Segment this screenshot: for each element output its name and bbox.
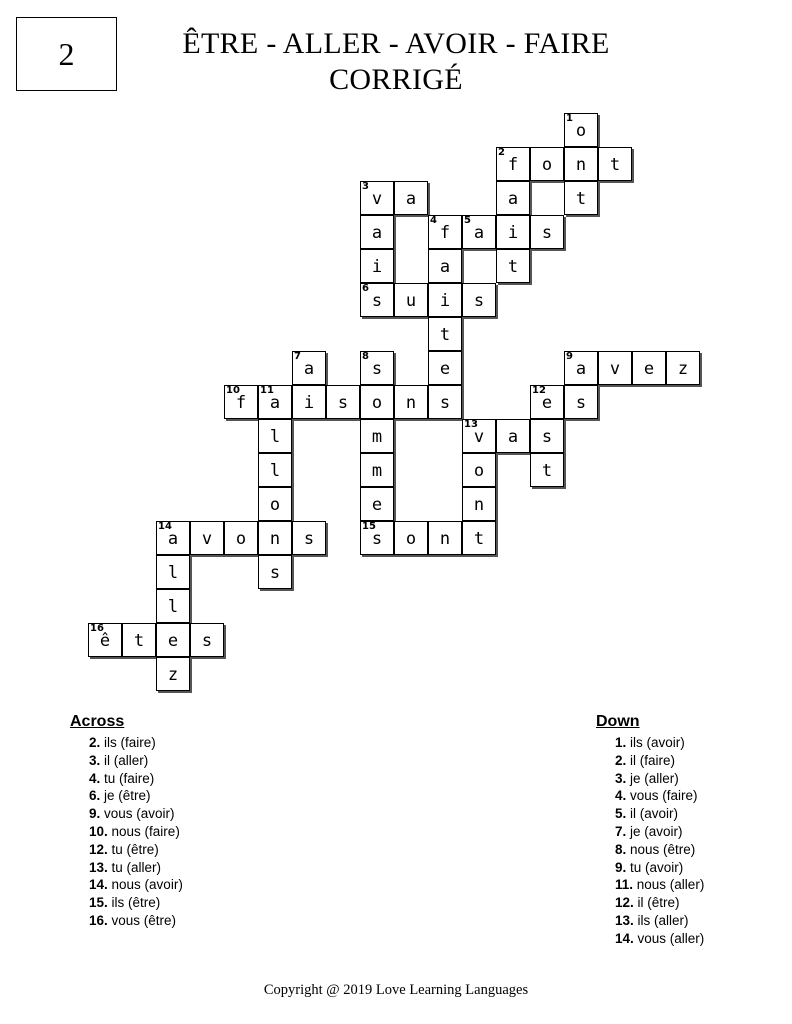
cell-letter: t bbox=[439, 325, 451, 345]
cell-letter: s bbox=[337, 393, 349, 413]
grid-cell bbox=[564, 181, 598, 215]
cell-letter: i bbox=[371, 257, 383, 277]
cell-letter: z bbox=[167, 665, 179, 685]
clue-item-number: 1. bbox=[615, 735, 627, 750]
cell-letter: o bbox=[473, 461, 485, 481]
grid-cell bbox=[598, 351, 632, 385]
across-heading: Across bbox=[70, 713, 125, 730]
grid-cell bbox=[394, 283, 428, 317]
cell-letter: f bbox=[507, 155, 519, 175]
cell-letter: s bbox=[371, 291, 383, 311]
grid-cell bbox=[156, 555, 190, 589]
grid-cell bbox=[292, 385, 326, 419]
grid-cell bbox=[496, 249, 530, 283]
clue-item bbox=[89, 770, 183, 788]
grid-cell bbox=[564, 385, 598, 419]
clue-item-number: 7. bbox=[615, 823, 627, 839]
clue-item bbox=[89, 894, 183, 912]
cell-letter: t bbox=[609, 155, 621, 175]
clue-number: 9 bbox=[566, 351, 573, 362]
clue-item-number: 2. bbox=[615, 752, 627, 768]
clue-number: 7 bbox=[294, 351, 301, 362]
grid-cell bbox=[496, 215, 530, 249]
clue-item-text: je (être) bbox=[100, 788, 151, 804]
cell-letter: o bbox=[269, 495, 281, 515]
grid-cell bbox=[258, 419, 292, 453]
clue-number: 16 bbox=[90, 623, 104, 634]
cell-letter: e bbox=[643, 359, 655, 379]
clue-item-number: 13. bbox=[89, 859, 108, 875]
grid-cell bbox=[258, 453, 292, 487]
cell-letter: s bbox=[439, 393, 451, 413]
grid-cell bbox=[360, 453, 394, 487]
clue-item bbox=[615, 734, 704, 752]
grid-cell bbox=[428, 317, 462, 351]
grid-cell bbox=[360, 521, 394, 555]
cell-letter: t bbox=[507, 257, 519, 277]
clue-item bbox=[89, 805, 183, 823]
grid-cell bbox=[428, 215, 462, 249]
clue-number: 4 bbox=[430, 215, 437, 226]
clue-item-text: vous (avoir) bbox=[100, 806, 175, 822]
cell-letter: ê bbox=[99, 631, 111, 651]
grid-cell bbox=[122, 623, 156, 657]
grid-cell bbox=[224, 385, 258, 419]
clue-number: 1 bbox=[566, 113, 573, 124]
clue-item bbox=[89, 876, 183, 894]
cell-letter: l bbox=[167, 597, 179, 617]
grid-cell bbox=[258, 555, 292, 589]
clue-item-number: 15. bbox=[89, 895, 108, 911]
grid-cell bbox=[224, 521, 258, 555]
grid-cell bbox=[496, 419, 530, 453]
cell-letter: e bbox=[371, 495, 383, 515]
cell-letter: a bbox=[167, 529, 179, 549]
cell-letter: a bbox=[371, 223, 383, 243]
clue-item bbox=[89, 841, 183, 859]
grid-cell bbox=[462, 453, 496, 487]
title-line-1: ÊTRE - ALLER - AVOIR - FAIRE bbox=[182, 27, 610, 60]
down-clue-list bbox=[596, 734, 704, 948]
clue-item bbox=[89, 787, 183, 805]
clue-item bbox=[615, 930, 704, 948]
clue-item-number: 12. bbox=[615, 895, 634, 911]
grid-cell bbox=[530, 385, 564, 419]
cell-letter: a bbox=[269, 393, 281, 413]
cell-letter: z bbox=[677, 359, 689, 379]
clue-number: 12 bbox=[532, 385, 546, 396]
grid-cell bbox=[360, 283, 394, 317]
cell-letter: o bbox=[235, 529, 247, 549]
cell-letter: s bbox=[269, 563, 281, 583]
clue-number: 14 bbox=[158, 521, 172, 532]
cell-letter: a bbox=[303, 359, 315, 379]
clue-item-text: il (être) bbox=[633, 895, 680, 911]
grid-cell bbox=[496, 147, 530, 181]
clue-item-text: je (avoir) bbox=[626, 823, 683, 839]
grid-cell bbox=[462, 283, 496, 317]
clue-number: 5 bbox=[464, 215, 471, 226]
clue-item-number: 12. bbox=[89, 841, 108, 857]
grid-cell bbox=[360, 351, 394, 385]
clue-item-text: ils (faire) bbox=[100, 735, 156, 750]
cell-letter: l bbox=[269, 461, 281, 481]
cell-letter: e bbox=[439, 359, 451, 379]
grid-cell bbox=[88, 623, 122, 657]
clue-number: 13 bbox=[464, 419, 478, 430]
cell-letter: s bbox=[371, 529, 383, 549]
cell-letter: a bbox=[507, 427, 519, 447]
clue-item-text: ils (être) bbox=[107, 895, 161, 911]
cell-letter: o bbox=[405, 529, 417, 549]
clue-number: 8 bbox=[362, 351, 369, 362]
cell-letter: n bbox=[269, 529, 281, 549]
clue-item-number: 3. bbox=[89, 752, 101, 768]
grid-cell bbox=[428, 521, 462, 555]
cell-letter: a bbox=[439, 257, 451, 277]
cell-letter: n bbox=[439, 529, 451, 549]
cell-letter: s bbox=[303, 529, 315, 549]
clue-item-number: 4. bbox=[89, 770, 101, 786]
grid-cell bbox=[326, 385, 360, 419]
clue-item-number: 11. bbox=[615, 877, 634, 893]
clue-item-text: il (avoir) bbox=[626, 806, 679, 822]
grid-cell bbox=[598, 147, 632, 181]
grid-cell bbox=[530, 453, 564, 487]
clue-item-text: nous (avoir) bbox=[107, 877, 183, 893]
grid-cell bbox=[156, 589, 190, 623]
cell-letter: n bbox=[405, 393, 417, 413]
clue-item-text: tu (être) bbox=[107, 841, 159, 857]
clue-item-number: 14. bbox=[615, 930, 634, 946]
worksheet-number: 2 bbox=[58, 35, 75, 72]
grid-cell bbox=[394, 521, 428, 555]
cell-letter: t bbox=[575, 189, 587, 209]
grid-cell bbox=[428, 249, 462, 283]
cell-letter: a bbox=[575, 359, 587, 379]
cell-letter: a bbox=[405, 189, 417, 209]
grid-cell bbox=[428, 385, 462, 419]
clue-item-number: 9. bbox=[89, 806, 101, 822]
cell-letter: u bbox=[405, 291, 417, 311]
grid-cell bbox=[258, 385, 292, 419]
clue-item-number: 9. bbox=[615, 859, 627, 875]
clue-item-number: 8. bbox=[615, 841, 627, 857]
cell-letter: v bbox=[371, 189, 383, 209]
cell-letter: i bbox=[303, 393, 315, 413]
clue-item-text: nous (être) bbox=[626, 841, 696, 857]
cell-letter: o bbox=[371, 393, 383, 413]
clue-item bbox=[615, 841, 704, 859]
cell-letter: n bbox=[575, 155, 587, 175]
clue-item bbox=[89, 823, 183, 841]
cell-letter: f bbox=[439, 223, 451, 243]
cell-letter: s bbox=[575, 393, 587, 413]
clue-item bbox=[615, 876, 704, 894]
grid-cell bbox=[360, 487, 394, 521]
cell-letter: i bbox=[439, 291, 451, 311]
clue-number: 11 bbox=[260, 385, 274, 396]
clue-item-text: tu (faire) bbox=[100, 770, 155, 786]
clue-item-number: 5. bbox=[615, 806, 627, 822]
clue-item-text: il (faire) bbox=[626, 752, 676, 768]
grid-cell bbox=[462, 215, 496, 249]
cell-letter: s bbox=[473, 291, 485, 311]
grid-cell bbox=[428, 351, 462, 385]
clue-item-number: 4. bbox=[615, 788, 627, 804]
cell-letter: l bbox=[269, 427, 281, 447]
clue-item bbox=[615, 912, 704, 930]
clue-item-text: tu (avoir) bbox=[626, 859, 684, 875]
across-clues bbox=[70, 712, 183, 930]
grid-cell bbox=[156, 623, 190, 657]
grid-cell bbox=[632, 351, 666, 385]
grid-cell bbox=[530, 419, 564, 453]
clue-item bbox=[615, 894, 704, 912]
clue-item-number: 2. bbox=[89, 735, 101, 750]
grid-cell bbox=[564, 147, 598, 181]
clue-item-text: nous (faire) bbox=[107, 823, 180, 839]
cell-letter: e bbox=[541, 393, 553, 413]
cell-letter: m bbox=[371, 461, 383, 481]
clue-item-number: 10. bbox=[89, 823, 108, 839]
clue-item-number: 16. bbox=[89, 912, 108, 928]
clue-item-text: vous (être) bbox=[107, 912, 177, 928]
cell-letter: o bbox=[575, 121, 587, 141]
cell-letter: n bbox=[473, 495, 485, 515]
cell-letter: v bbox=[473, 427, 485, 447]
grid-cell bbox=[394, 385, 428, 419]
clue-item-text: tu (aller) bbox=[107, 859, 162, 875]
clue-item-text: nous (aller) bbox=[633, 877, 705, 893]
grid-cell bbox=[666, 351, 700, 385]
clue-item-number: 13. bbox=[615, 912, 634, 928]
clue-item-number: 3. bbox=[615, 770, 627, 786]
grid-cell bbox=[564, 351, 598, 385]
clue-item bbox=[89, 912, 183, 930]
grid-cell bbox=[360, 181, 394, 215]
clue-item bbox=[615, 859, 704, 877]
clue-item-text: vous (aller) bbox=[633, 930, 705, 946]
grid-cell bbox=[496, 181, 530, 215]
cell-letter: i bbox=[507, 223, 519, 243]
cell-letter: s bbox=[371, 359, 383, 379]
cell-letter: e bbox=[167, 631, 179, 651]
cell-letter: f bbox=[235, 393, 247, 413]
title-line-2: CORRIGÉ bbox=[329, 63, 463, 96]
grid-cell bbox=[360, 249, 394, 283]
clue-item bbox=[89, 859, 183, 877]
down-heading: Down bbox=[596, 713, 640, 730]
clue-item bbox=[89, 734, 183, 752]
cell-letter: s bbox=[541, 223, 553, 243]
clue-item bbox=[615, 805, 704, 823]
grid-cell bbox=[190, 521, 224, 555]
grid-cell bbox=[462, 419, 496, 453]
grid-cell bbox=[292, 521, 326, 555]
grid-cell bbox=[564, 113, 598, 147]
clue-item-text: ils (avoir) bbox=[626, 735, 685, 750]
clue-number: 15 bbox=[362, 521, 376, 532]
grid-cell bbox=[530, 215, 564, 249]
cell-letter: t bbox=[473, 529, 485, 549]
clue-number: 3 bbox=[362, 181, 369, 192]
clue-item bbox=[615, 787, 704, 805]
cell-letter: t bbox=[133, 631, 145, 651]
grid-cell bbox=[462, 487, 496, 521]
cell-letter: a bbox=[473, 223, 485, 243]
clue-item-text: ils (aller) bbox=[633, 912, 689, 928]
across-clue-list bbox=[70, 734, 183, 930]
cell-letter: t bbox=[541, 461, 553, 481]
grid-cell bbox=[156, 657, 190, 691]
cell-letter: a bbox=[507, 189, 519, 209]
cell-letter: o bbox=[541, 155, 553, 175]
grid-cell bbox=[292, 351, 326, 385]
clue-number: 6 bbox=[362, 283, 369, 294]
grid-cell bbox=[258, 487, 292, 521]
cell-letter: v bbox=[201, 529, 213, 549]
clue-item bbox=[615, 752, 704, 770]
grid-cell bbox=[258, 521, 292, 555]
down-clues bbox=[596, 712, 704, 948]
clue-number: 10 bbox=[226, 385, 240, 396]
grid-cell bbox=[360, 215, 394, 249]
clue-item-number: 6. bbox=[89, 788, 101, 804]
grid-cell bbox=[360, 419, 394, 453]
clue-item-text: je (aller) bbox=[626, 770, 679, 786]
clue-item bbox=[89, 752, 183, 770]
cell-letter: m bbox=[371, 427, 383, 447]
clue-item-text: vous (faire) bbox=[626, 788, 698, 804]
clue-item bbox=[615, 770, 704, 788]
clue-item-text: il (aller) bbox=[100, 752, 149, 768]
cell-letter: v bbox=[609, 359, 621, 379]
grid-cell bbox=[428, 283, 462, 317]
grid-cell bbox=[394, 181, 428, 215]
clue-number: 2 bbox=[498, 147, 505, 158]
cell-letter: s bbox=[201, 631, 213, 651]
copyright-notice: Copyright @ 2019 Love Learning Languages bbox=[263, 982, 529, 998]
grid-cell bbox=[360, 385, 394, 419]
grid-cell bbox=[530, 147, 564, 181]
clue-item bbox=[615, 823, 704, 841]
grid-cell bbox=[156, 521, 190, 555]
cell-letter: l bbox=[167, 563, 179, 583]
grid-cell bbox=[462, 521, 496, 555]
cell-letter: s bbox=[541, 427, 553, 447]
grid-cell bbox=[190, 623, 224, 657]
clue-item-number: 14. bbox=[89, 877, 108, 893]
